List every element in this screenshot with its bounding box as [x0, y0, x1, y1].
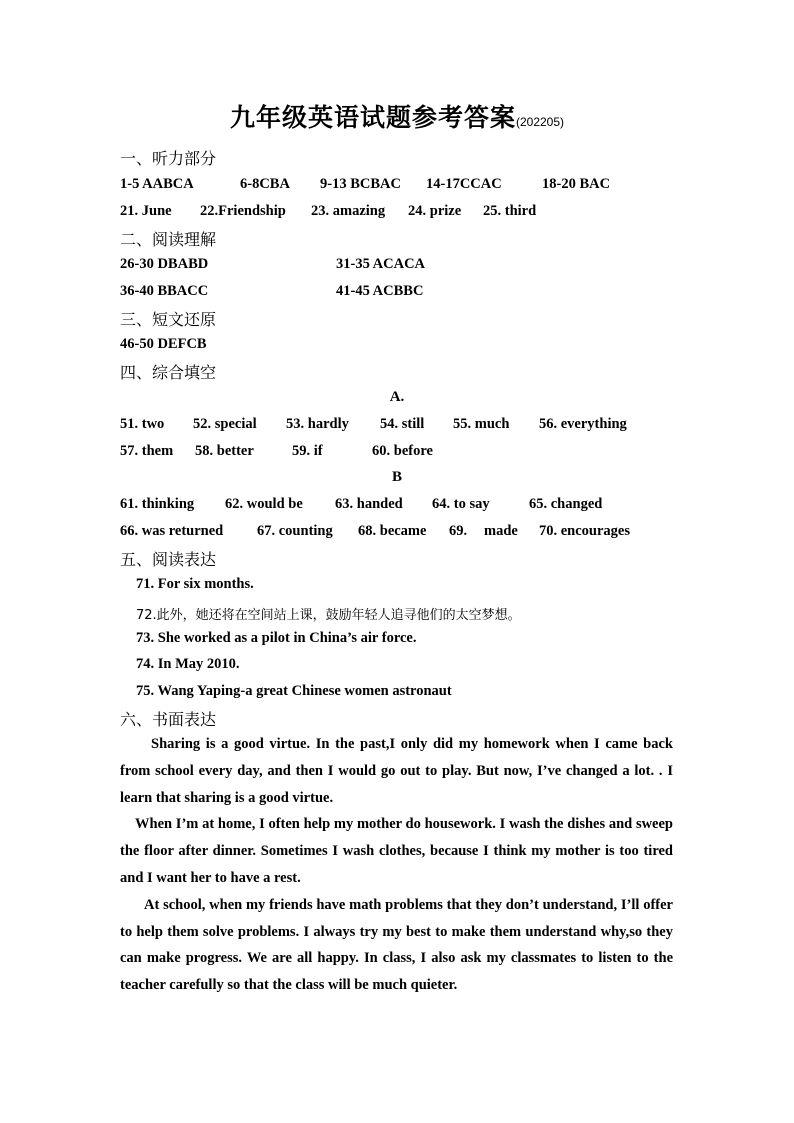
answer-group: 9-13 BCBAC [320, 176, 401, 192]
answer-group: 6-8CBA [240, 176, 290, 192]
sample-essay [120, 731, 673, 999]
section-cloze-heading: 四、综合填空 [120, 363, 217, 382]
section-expression-heading: 五、阅读表达 [120, 550, 217, 569]
title-code: (202205) [515, 115, 565, 129]
answer-item: 51. two [120, 416, 165, 432]
answer-item: 56. everything [539, 416, 627, 432]
answer-item: 63. handed [335, 496, 403, 512]
answer-item: 57. them [120, 443, 174, 459]
answer-73: 73. She worked as a pilot in China’s air force. [136, 630, 417, 646]
answer-item: 60. before [372, 443, 433, 459]
answer-item: 62. would be [225, 496, 303, 512]
answer-item: 55. much [453, 416, 510, 432]
answer-item: 65. changed [529, 496, 603, 512]
answer-item: 53. hardly [286, 416, 349, 432]
answer-group: 36-40 BBACC [120, 283, 209, 299]
answer-74: 74. In May 2010. [136, 656, 240, 672]
answer-72: 72.此外，她还将在空间站上课，鼓励年轻人追寻他们的太空梦想。 [136, 608, 521, 623]
cloze-part-b-label: B [391, 469, 402, 485]
answer-item: 59. if [292, 443, 323, 459]
answer-group: 46-50 DEFCB [120, 336, 207, 352]
answer-item: 52. special [193, 416, 257, 432]
answer-item: 23. amazing [311, 203, 386, 219]
answer-71: 71. For six months. [136, 576, 254, 592]
answer-group: 18-20 BAC [542, 176, 611, 192]
answer-group: 31-35 ACACA [336, 256, 426, 272]
answer-item: 68. became [358, 523, 427, 539]
answer-group: 41-45 ACBBC [336, 283, 424, 299]
answer-item: 25. third [483, 203, 537, 219]
section-reading-heading: 二、阅读理解 [120, 230, 217, 249]
section-listening-heading: 一、听力部分 [120, 149, 217, 168]
essay-paragraph-1: Sharing is a good virtue. In the past,I only did my homework when I came back from school every day, and then I would go out to play. But now, I’ve changed a lot. . I learn that sharing is a good virtue. [120, 736, 673, 806]
answer-group: 26-30 DBABD [120, 256, 209, 272]
answer-item: 22.Friendship [200, 203, 286, 219]
essay-paragraph-3: At school, when my friends have math problems that they don’t understand, I’ll offer to help them solve problems. I always try my best to make them understand why,so they can make progress. We are all happy. In class, I also ask my classmates to listen to the teacher carefully so that the class will be much quieter. [120, 896, 673, 994]
answer-item: 54. still [380, 416, 425, 432]
answer-item: 24. prize [408, 203, 462, 219]
answer-item: 64. to say [432, 496, 490, 512]
answer-group: 14-17CCAC [426, 176, 502, 192]
answer-75: 75. Wang Yaping-a great Chinese women astronaut [136, 683, 452, 699]
answer-item: 69. [449, 523, 468, 539]
page-title [0, 98, 794, 134]
answer-item: 67. counting [257, 523, 333, 539]
answer-item: 70. encourages [539, 523, 631, 539]
section-restore-heading: 三、短文还原 [120, 310, 217, 329]
cloze-part-a-label: A. [389, 389, 405, 405]
answer-item: 66. was returned [120, 523, 224, 539]
answer-item: made [484, 523, 518, 539]
section-writing-heading: 六、书面表达 [120, 710, 217, 729]
answer-item: 58. better [195, 443, 254, 459]
answer-item: 21. June [120, 203, 172, 219]
answer-group: 1-5 AABCA [120, 176, 194, 192]
essay-paragraph-2: When I’m at home, I often help my mother do housework. I wash the dishes and sweep the floor after dinner. Sometimes I wash clothes, because I think my mother is too tired and I want her to have a rest. [120, 816, 673, 886]
title-main: 九年级英语试题参考答案 [229, 103, 516, 132]
answer-item: 61. thinking [120, 496, 195, 512]
